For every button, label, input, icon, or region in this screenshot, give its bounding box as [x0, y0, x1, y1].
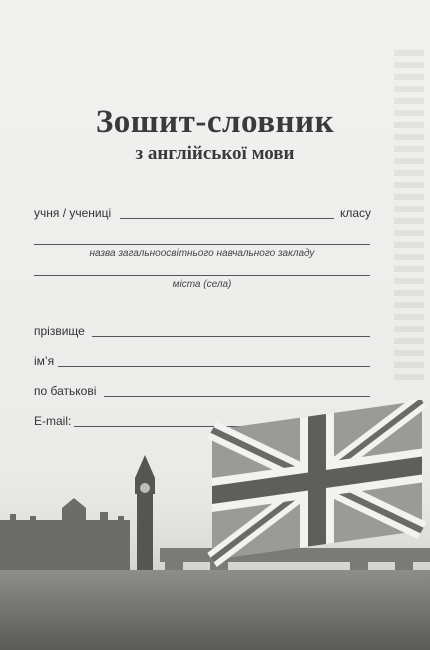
surname-label: прізвище — [34, 324, 85, 338]
name-label: ім’я — [34, 354, 55, 368]
student-label: учня / учениці — [34, 206, 112, 220]
name-line[interactable] — [58, 366, 370, 367]
surname-line[interactable] — [92, 336, 370, 337]
london-flag-illustration — [0, 400, 430, 650]
email-label: E-mail: — [34, 414, 72, 428]
big-ben-tower — [135, 455, 155, 570]
river — [0, 570, 430, 650]
background-text-watermark — [394, 50, 424, 380]
student-line[interactable] — [120, 218, 334, 219]
city-caption: міста (села) — [172, 279, 232, 290]
patronymic-line[interactable] — [104, 396, 370, 397]
school-caption: назва загальноосвітнього навчального закладу — [89, 248, 315, 259]
city-line[interactable] — [34, 275, 370, 276]
cover-title: Зошит-словник — [95, 104, 335, 140]
school-line[interactable] — [34, 244, 370, 245]
patronymic-label: по батькові — [34, 384, 97, 398]
cover-subtitle: з англійської мови — [135, 143, 295, 164]
class-label: класу — [340, 206, 372, 220]
